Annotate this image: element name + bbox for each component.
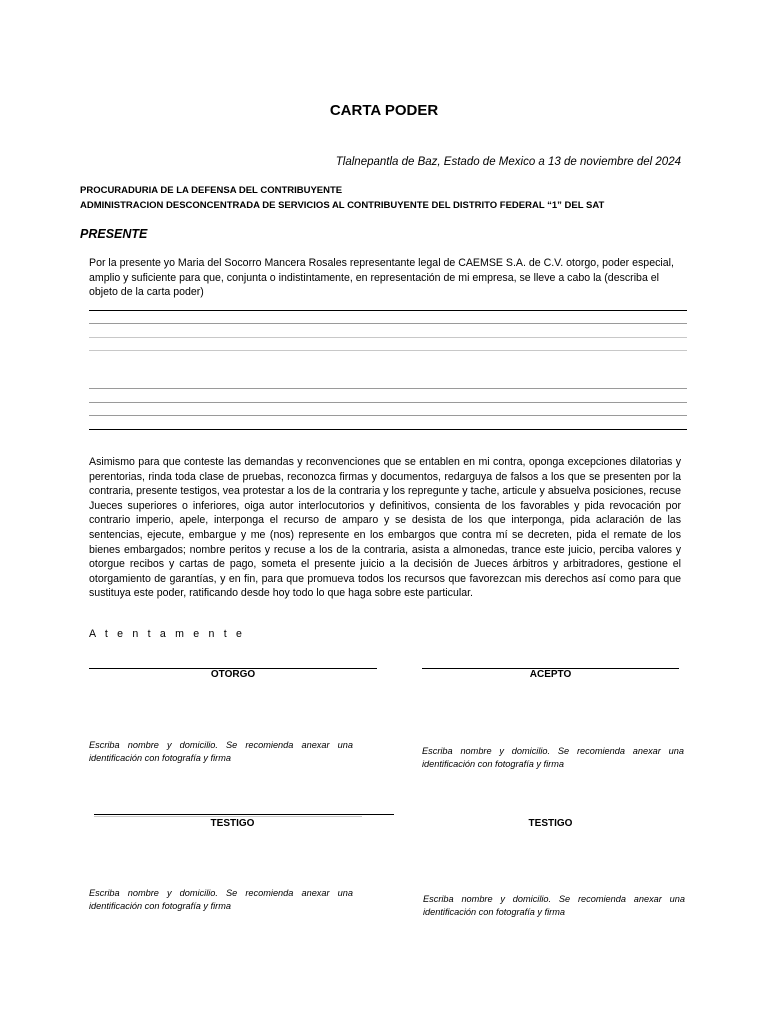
blank-line [89, 429, 687, 430]
acepto-note: Escriba nombre y domicilio. Se recomienda anexar una identificación con fotografía y firma [422, 746, 684, 770]
testigo1-signature-line[interactable] [94, 814, 394, 815]
document-title: CARTA PODER [329, 102, 439, 119]
testigo1-signature-underline [94, 816, 362, 817]
presente-heading: PRESENTE [80, 227, 148, 241]
otorgo-label: OTORGO [210, 669, 256, 680]
recipient-line-1: PROCURADURIA DE LA DEFENSA DEL CONTRIBUYENTE [80, 185, 343, 196]
blank-line [89, 415, 687, 416]
intro-paragraph: Por la presente yo Maria del Socorro Mancera Rosales representante legal de CAEMSE S.A. de C.V. otorgo, poder especial, amplio y suficiente para que, conjunta o indistintamente, en representación de mi empresa, se lleve a cabo la (describa el objeto de la carta poder) [89, 257, 674, 299]
place-and-date: Tlalnepantla de Baz, Estado de Mexico a 13 de noviembre del 2024 [335, 156, 681, 168]
blank-line [89, 337, 687, 338]
testigo1-note: Escriba nombre y domicilio. Se recomienda anexar una identificación con fotografía y firma [89, 888, 353, 912]
recipient-line-2: ADMINISTRACION DESCONCENTRADA DE SERVICIOS AL CONTRIBUYENTE DEL DISTRITO FEDERAL “1” DEL SAT [80, 200, 605, 211]
blank-line [89, 388, 687, 389]
testigo2-label: TESTIGO [528, 818, 573, 829]
otorgo-note: Escriba nombre y domicilio. Se recomienda anexar una identificación con fotografía y firma [89, 740, 353, 764]
testigo2-note: Escriba nombre y domicilio. Se recomienda anexar una identificación con fotografía y firma [423, 894, 685, 918]
closing-text: A t e n t a m e n t e [89, 628, 246, 640]
powers-paragraph: Asimismo para que conteste las demandas y reconvenciones que se entablen en mi contra, oponga excepciones dilatorias y perentorias, rinda toda clase de pruebas, reconozca firmas y documentos, redarguya de falsos a los que se presenten por la contraria, presente testigos, vea protestar a los de la contraria y los repregunte y tache, articule y absuelva posiciones, recuse Jueces superiores o inferiores, oiga autor interlocutorios y definitivos, consienta de los favorables y pida revocación por contrario imperio, apele, interponga el recurso de amparo y se desista de los que interponga, pida aclaración de las sentencias, ejecute, embargue y me (nos) represente en los embargos que contra mí se decreten, pida el remate de los bienes embargados; nombre peritos y recuse a los de la contraria, asista a almonedas, trance este juicio, perciba valores y otorgue recibos y cartas de pago, someta el presente juicio a la decisión de Jueces árbitros y arbitradores, gestione el otorgamiento de garantías, y en fin, para que promueva todos los recursos que favorezcan mis derechos así como para que sustituya este poder, ratificando desde hoy todo lo que haga sobre este particular. [89, 456, 681, 600]
blank-line [89, 402, 687, 403]
blank-line [89, 310, 687, 311]
blank-line [89, 323, 687, 324]
blank-line [89, 350, 687, 351]
acepto-label: ACEPTO [529, 669, 572, 680]
testigo1-label: TESTIGO [210, 818, 255, 829]
